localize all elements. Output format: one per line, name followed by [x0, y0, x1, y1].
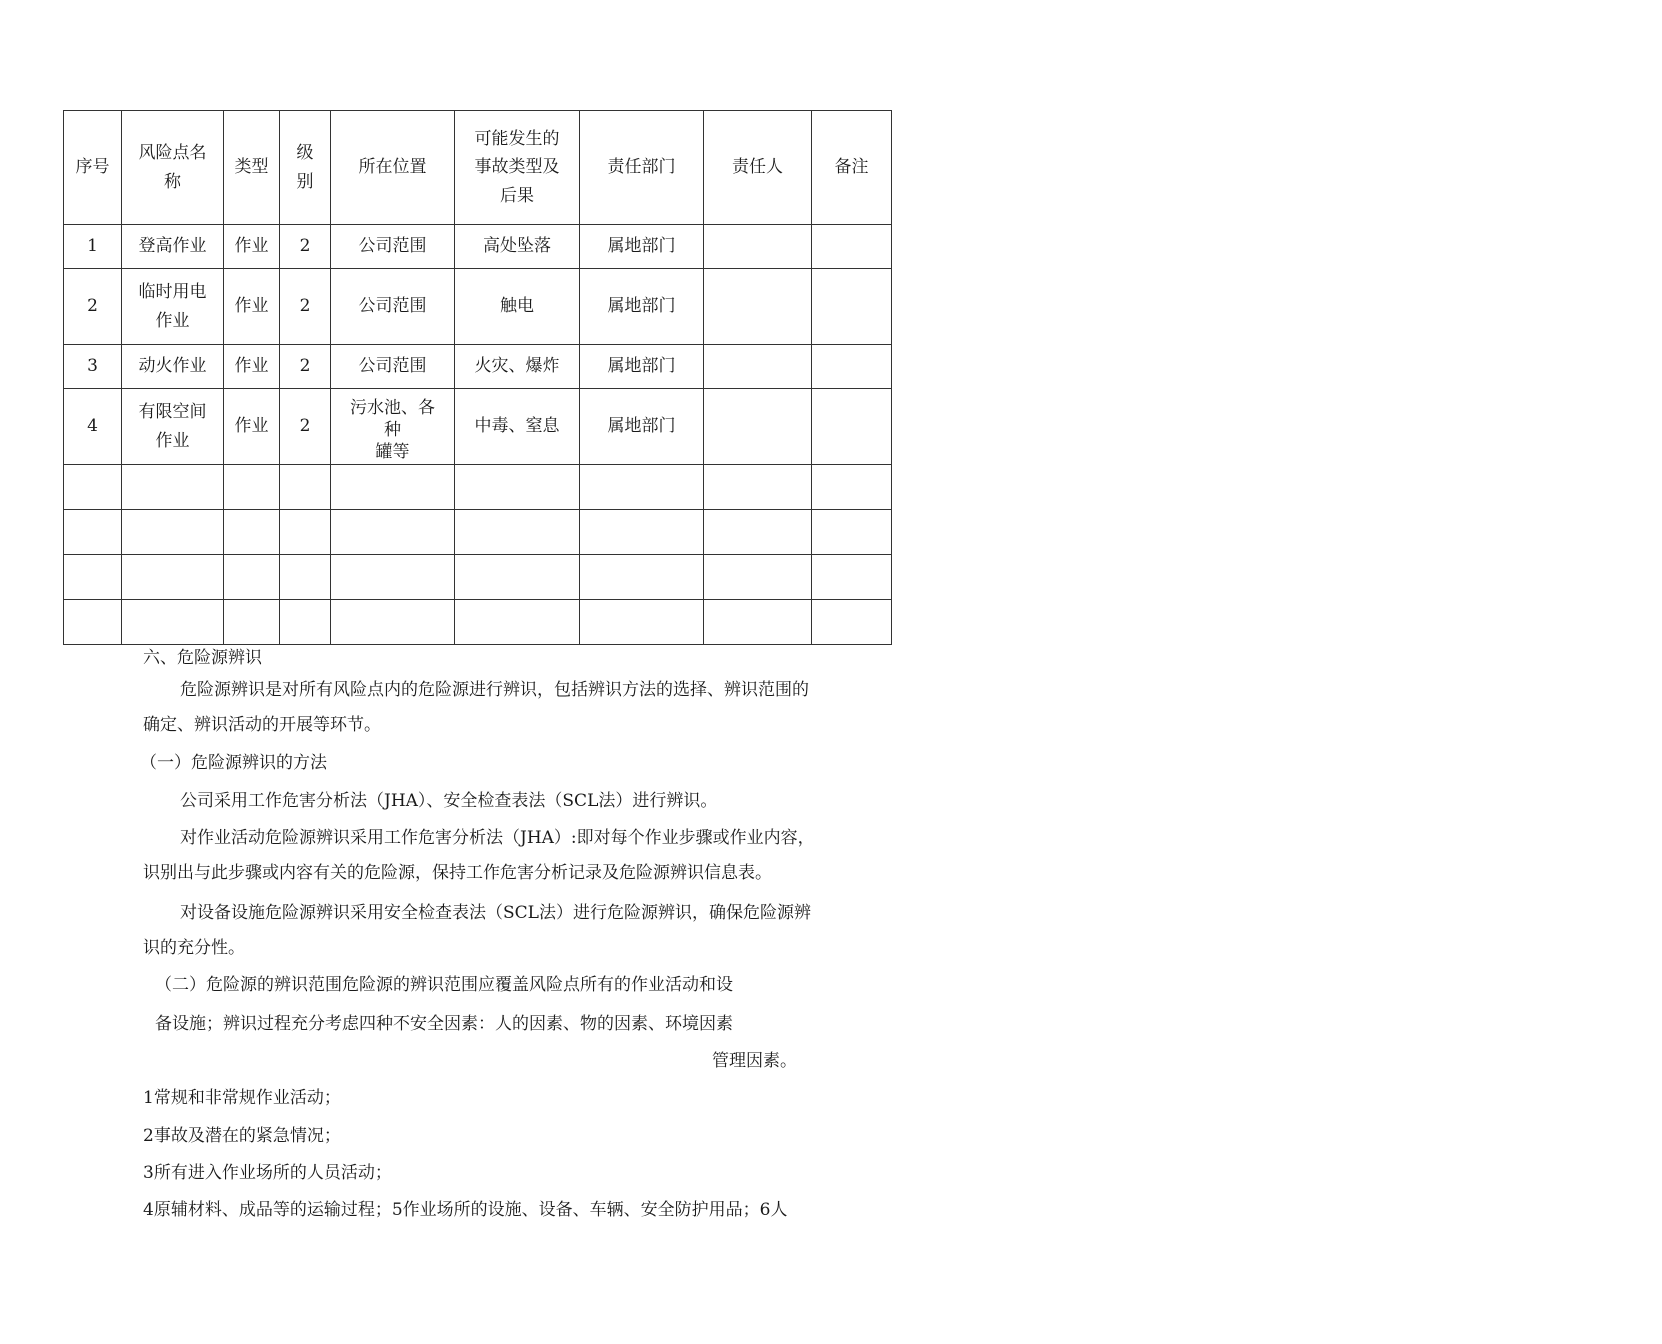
table-row-empty [64, 510, 892, 555]
intro-paragraph-line-2: 确定、辨识活动的开展等环节。 [143, 715, 381, 735]
header-cell-location: 所在位置 [331, 111, 455, 225]
header-cell-accident: 可能发生的 事故类型及 后果 [455, 111, 580, 225]
header-cell-level: 级 别 [280, 111, 331, 225]
subsection-scope-line-3: 管理因素。 [712, 1051, 797, 1071]
list-item: 2事故及潜在的紧急情况； [143, 1126, 341, 1146]
subsection-scope-line-2: 备设施；辨识过程充分考虑四种不安全因素：人的因素、物的因素、环境因素 [155, 1014, 733, 1034]
table-row-empty [64, 555, 892, 600]
method-paragraph-3-line-2: 识的充分性。 [143, 938, 245, 958]
header-cell-remark: 备注 [812, 111, 892, 225]
method-paragraph-1: 公司采用工作危害分析法（JHA）、安全检查表法（SCL法）进行辨识。 [180, 791, 718, 811]
table-header-row [64, 111, 892, 225]
table-row-empty [64, 465, 892, 510]
header-cell-person: 责任人 [704, 111, 812, 225]
method-paragraph-2-line-1: 对作业活动危险源辨识采用工作危害分析法（JHA）:即对每个作业步骤或作业内容， [180, 828, 815, 848]
intro-paragraph-line-1: 危险源辨识是对所有风险点内的危险源进行辨识，包括辨识方法的选择、辨识范围的 [180, 680, 809, 700]
list-item: 4原辅材料、成品等的运输过程；5作业场所的设施、设备、车辆、安全防护用品；6人 [143, 1200, 788, 1220]
section-heading: 六、危险源辨识 [143, 648, 262, 668]
header-cell-name: 风险点名 称 [122, 111, 224, 225]
header-cell-no: 序号 [64, 111, 122, 225]
list-item: 3所有进入作业场所的人员活动； [143, 1163, 392, 1183]
risk-point-table [63, 110, 892, 645]
table-row: 2 临时用电 作业 作业 2 公司范围 触电 属地部门 [64, 269, 892, 345]
header-cell-dept: 责任部门 [580, 111, 704, 225]
subsection-scope-line-1: （二）危险源的辨识范围危险源的辨识范围应覆盖风险点所有的作业活动和设 [155, 975, 733, 995]
table-row: 4 有限空间 作业 作业 2 污水池、各 种 罐等 中毒、窒息 属地部门 [64, 389, 892, 465]
header-cell-type: 类型 [224, 111, 280, 225]
subsection-heading-methods: （一）危险源辨识的方法 [140, 753, 327, 773]
list-item: 1常规和非常规作业活动； [143, 1088, 341, 1108]
table-row-empty [64, 600, 892, 645]
method-paragraph-2-line-2: 识别出与此步骤或内容有关的危险源，保持工作危害分析记录及危险源辨识信息表。 [143, 863, 772, 883]
method-paragraph-3-line-1: 对设备设施危险源辨识采用安全检查表法（SCL法）进行危险源辨识，确保危险源辨 [180, 903, 811, 923]
table-row: 1 登高作业 作业 2 公司范围 高处坠落 属地部门 [64, 225, 892, 269]
table-row: 3 动火作业 作业 2 公司范围 火灾、爆炸 属地部门 [64, 345, 892, 389]
